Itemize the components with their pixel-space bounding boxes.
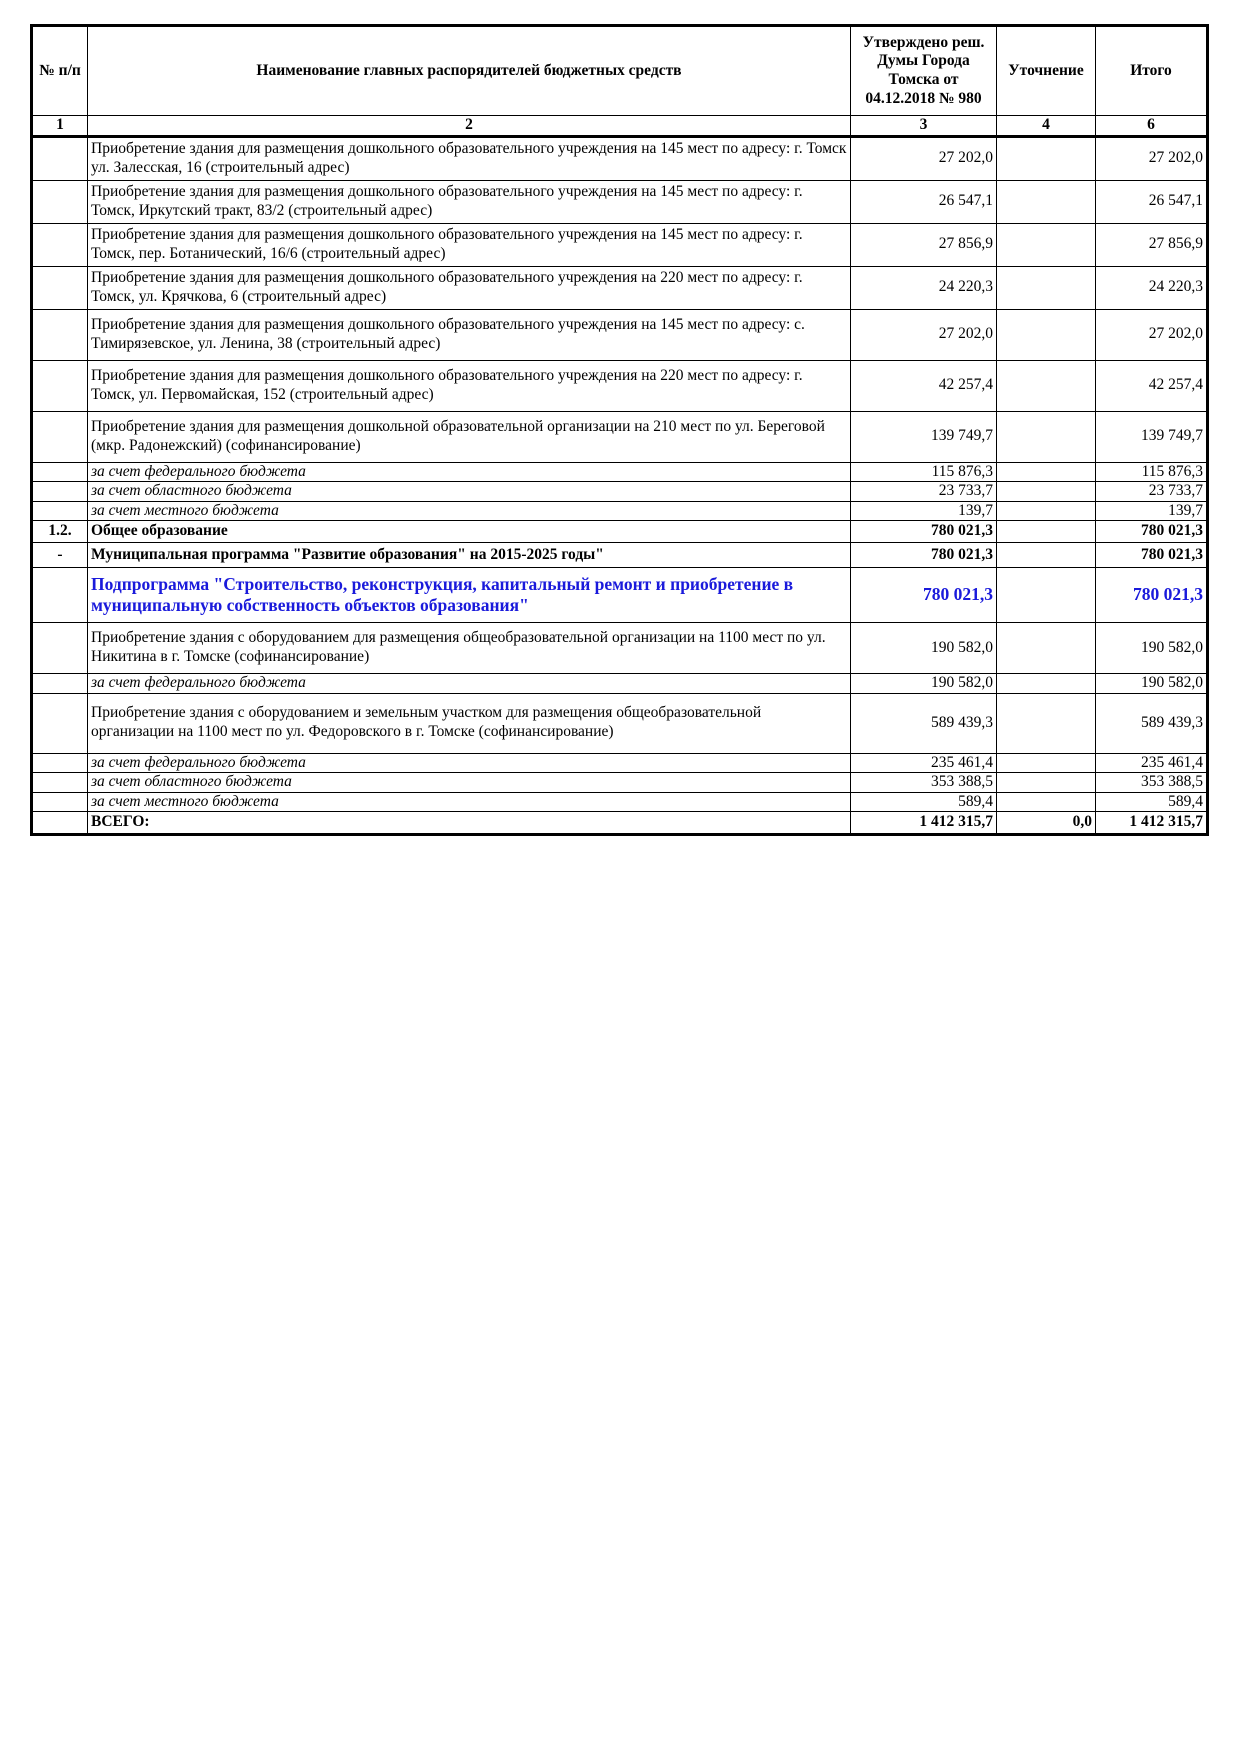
column-number: 6: [1096, 116, 1208, 137]
row-name: за счет местного бюджета: [88, 501, 851, 521]
row-total: 780 021,3: [1096, 567, 1208, 622]
row-num: [32, 136, 88, 180]
row-approved: 27 202,0: [851, 309, 997, 360]
row-num: [32, 673, 88, 693]
row-name: Приобретение здания для размещения дошкольного образовательного учреждения на 220 мест по адресу: г. Томск, ул. Крячкова, 6 (строительный адрес): [88, 266, 851, 309]
row-name: Приобретение здания для размещения дошкольного образовательного учреждения на 220 мест по адресу: г. Томск, ул. Первомайская, 152 (строительный адрес): [88, 360, 851, 411]
table-row: [32, 136, 1208, 180]
row-clarification: [997, 567, 1096, 622]
row-clarification: [997, 411, 1096, 462]
row-num: [32, 773, 88, 793]
row-clarification: [997, 266, 1096, 309]
row-approved: 190 582,0: [851, 673, 997, 693]
header-approved: Утверждено реш. Думы Города Томска от 04.12.2018 № 980: [851, 26, 997, 116]
row-num: [32, 753, 88, 773]
row-clarification: [997, 223, 1096, 266]
row-clarification: [997, 753, 1096, 773]
table-row: [32, 753, 1208, 773]
row-num: [32, 792, 88, 812]
row-clarification: [997, 482, 1096, 502]
row-num: 1.2.: [32, 521, 88, 543]
row-num: [32, 266, 88, 309]
row-name: за счет федерального бюджета: [88, 673, 851, 693]
row-clarification: [997, 501, 1096, 521]
row-approved: 26 547,1: [851, 180, 997, 223]
row-name: Подпрограмма "Строительство, реконструкция, капитальный ремонт и приобретение в муниципальную собственность объектов образования": [88, 567, 851, 622]
row-num: [32, 360, 88, 411]
row-approved: 190 582,0: [851, 622, 997, 673]
row-num: [32, 812, 88, 835]
row-num: [32, 622, 88, 673]
table-row: [32, 622, 1208, 673]
table-row: [32, 360, 1208, 411]
row-clarification: [997, 773, 1096, 793]
grand-total-row: [32, 812, 1208, 835]
header-clarification: Уточнение: [997, 26, 1096, 116]
row-num: [32, 567, 88, 622]
row-name: Приобретение здания для размещения дошкольного образовательного учреждения на 145 мест по адресу: г. Томск, Иркутский тракт, 83/2 (строительный адрес): [88, 180, 851, 223]
row-approved: 353 388,5: [851, 773, 997, 793]
row-clarification: [997, 521, 1096, 543]
row-total: 235 461,4: [1096, 753, 1208, 773]
row-total: 27 202,0: [1096, 309, 1208, 360]
row-clarification: [997, 792, 1096, 812]
row-name: Приобретение здания для размещения дошкольного образовательного учреждения на 145 мест по адресу: г. Томск, пер. Ботанический, 16/6 (строительный адрес): [88, 223, 851, 266]
row-name: Общее образование: [88, 521, 851, 543]
row-name: за счет областного бюджета: [88, 773, 851, 793]
row-total: 42 257,4: [1096, 360, 1208, 411]
row-total: 1 412 315,7: [1096, 812, 1208, 835]
column-numbers-row: [32, 116, 1208, 137]
row-approved: 589 439,3: [851, 693, 997, 753]
row-clarification: [997, 180, 1096, 223]
row-total: 780 021,3: [1096, 521, 1208, 543]
row-total: 589 439,3: [1096, 693, 1208, 753]
header-num: № п/п: [32, 26, 88, 116]
row-approved: 780 021,3: [851, 521, 997, 543]
column-number: 4: [997, 116, 1096, 137]
header-row: [32, 26, 1208, 116]
row-approved: 139,7: [851, 501, 997, 521]
row-clarification: [997, 693, 1096, 753]
row-num: [32, 501, 88, 521]
row-total: 26 547,1: [1096, 180, 1208, 223]
table-row: [32, 482, 1208, 502]
row-approved: 23 733,7: [851, 482, 997, 502]
row-clarification: [997, 309, 1096, 360]
row-total: 190 582,0: [1096, 673, 1208, 693]
table-row: [32, 693, 1208, 753]
row-total: 139,7: [1096, 501, 1208, 521]
row-approved: 42 257,4: [851, 360, 997, 411]
row-total: 27 856,9: [1096, 223, 1208, 266]
row-total: 27 202,0: [1096, 136, 1208, 180]
row-approved: 235 461,4: [851, 753, 997, 773]
column-number: 2: [88, 116, 851, 137]
row-approved: 115 876,3: [851, 462, 997, 482]
row-clarification: [997, 542, 1096, 567]
row-num: [32, 309, 88, 360]
row-total: 190 582,0: [1096, 622, 1208, 673]
row-name: Приобретение здания с оборудованием и земельным участком для размещения общеобразовательной организации на 1100 мест по ул. Федоровского в г. Томске (софинансирование): [88, 693, 851, 753]
row-total: 353 388,5: [1096, 773, 1208, 793]
row-total: 115 876,3: [1096, 462, 1208, 482]
subprogram-row: [32, 567, 1208, 622]
row-name: Приобретение здания для размещения дошкольного образовательного учреждения на 145 мест по адресу: с. Тимирязевское, ул. Ленина, 38 (строительный адрес): [88, 309, 851, 360]
row-num: [32, 411, 88, 462]
table-row: [32, 462, 1208, 482]
row-approved: 139 749,7: [851, 411, 997, 462]
table-row: [32, 180, 1208, 223]
table-row: [32, 223, 1208, 266]
row-name: за счет федерального бюджета: [88, 462, 851, 482]
row-clarification: [997, 673, 1096, 693]
row-num: -: [32, 542, 88, 567]
table-row: [32, 309, 1208, 360]
table-row: [32, 773, 1208, 793]
row-approved: 1 412 315,7: [851, 812, 997, 835]
column-number: 3: [851, 116, 997, 137]
budget-table: [30, 24, 1209, 836]
row-num: [32, 462, 88, 482]
row-name: Муниципальная программа "Развитие образования" на 2015-2025 годы": [88, 542, 851, 567]
header-total: Итого: [1096, 26, 1208, 116]
row-total: 780 021,3: [1096, 542, 1208, 567]
row-name: Приобретение здания для размещения дошкольного образовательного учреждения на 145 мест по адресу: г. Томск ул. Залесская, 16 (строительный адрес): [88, 136, 851, 180]
table-row: [32, 501, 1208, 521]
row-num: [32, 693, 88, 753]
table-row: [32, 542, 1208, 567]
table-row: [32, 521, 1208, 543]
row-total: 139 749,7: [1096, 411, 1208, 462]
row-approved: 589,4: [851, 792, 997, 812]
row-name: Приобретение здания для размещения дошкольной образовательной организации на 210 мест по ул. Береговой (мкр. Радонежский) (софинансирование): [88, 411, 851, 462]
table-row: [32, 411, 1208, 462]
row-name: за счет областного бюджета: [88, 482, 851, 502]
row-approved: 27 202,0: [851, 136, 997, 180]
row-total: 24 220,3: [1096, 266, 1208, 309]
row-name: за счет местного бюджета: [88, 792, 851, 812]
row-num: [32, 223, 88, 266]
row-clarification: 0,0: [997, 812, 1096, 835]
row-approved: 780 021,3: [851, 567, 997, 622]
table-row: [32, 792, 1208, 812]
row-approved: 27 856,9: [851, 223, 997, 266]
row-approved: 780 021,3: [851, 542, 997, 567]
row-name: за счет федерального бюджета: [88, 753, 851, 773]
column-number: 1: [32, 116, 88, 137]
row-num: [32, 180, 88, 223]
row-clarification: [997, 462, 1096, 482]
row-clarification: [997, 360, 1096, 411]
row-num: [32, 482, 88, 502]
table-row: [32, 266, 1208, 309]
row-total: 589,4: [1096, 792, 1208, 812]
row-name: ВСЕГО:: [88, 812, 851, 835]
table-row: [32, 673, 1208, 693]
row-name: Приобретение здания с оборудованием для размещения общеобразовательной организации на 1100 мест по ул. Никитина в г. Томске (софинансирование): [88, 622, 851, 673]
header-name: Наименование главных распорядителей бюджетных средств: [88, 26, 851, 116]
row-clarification: [997, 622, 1096, 673]
row-approved: 24 220,3: [851, 266, 997, 309]
row-clarification: [997, 136, 1096, 180]
row-total: 23 733,7: [1096, 482, 1208, 502]
